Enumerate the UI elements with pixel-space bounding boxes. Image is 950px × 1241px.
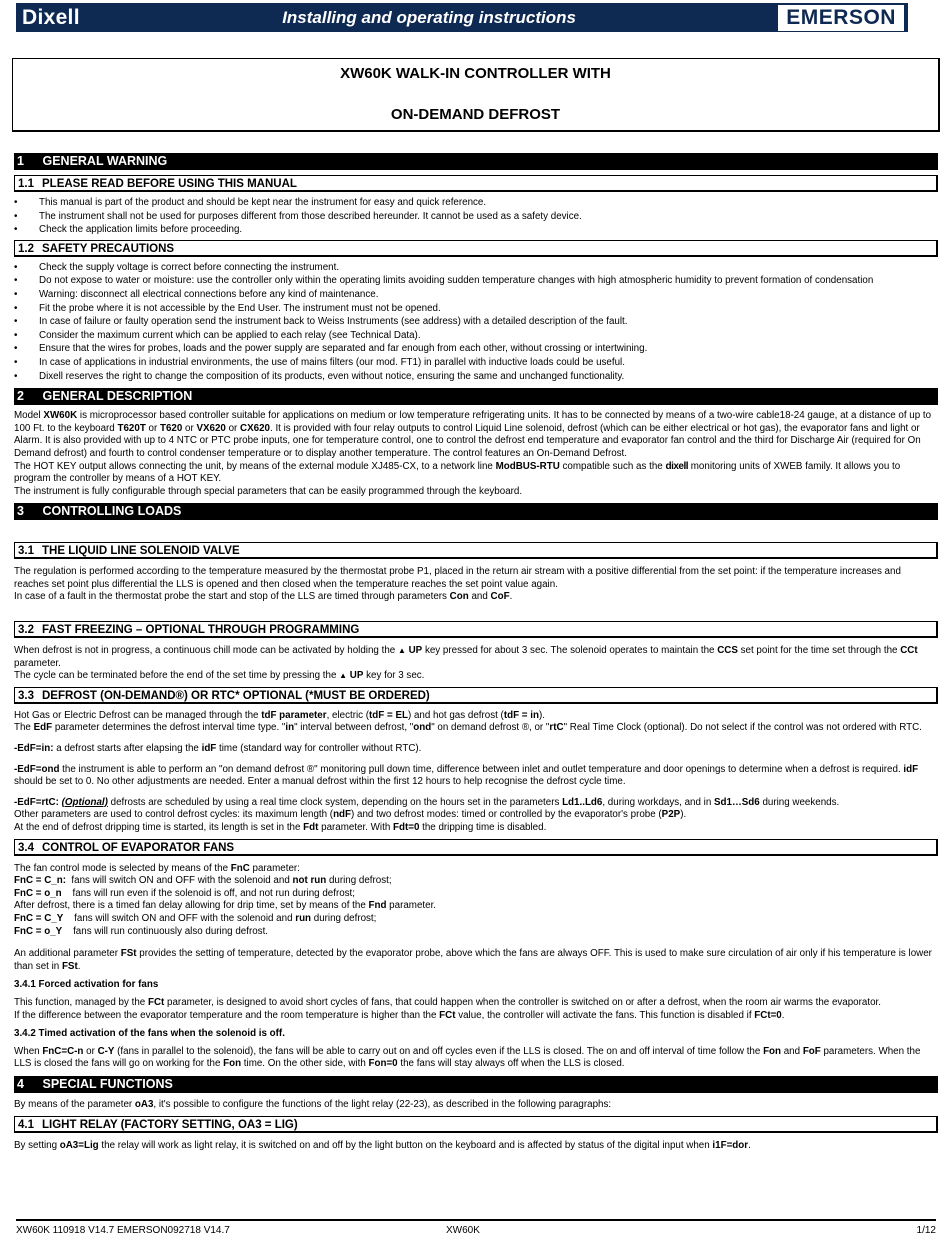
document-title-box	[12, 58, 940, 132]
paragraph: -EdF=rtC: (Optional) defrosts are scheduled by using a real time clock system, depending on the hours set in the parameters Ld1..Ld6, during workdays, and in Sd1…Sd6 during weekends.	[14, 796, 840, 808]
list-item: • Consider the maximum current which can be applied to each relay (see Technical Data).	[14, 329, 938, 343]
paragraph: -EdF=ond the instrument is able to perform an "on demand defrost ®" monitoring pull down time, difference between inlet and outlet temperature and door openings to determine when a defrost is required. idF should be set to 0. No other adjustments are needed. Enter a manual defrost within the first 12 hours to help recognise the defrost cycle time.	[14, 763, 919, 788]
section-1-1-heading: 1.1 PLEASE READ BEFORE USING THIS MANUAL	[14, 175, 938, 192]
paragraph: FnC = C_n: fans will switch ON and OFF with the solenoid and not run during defrost;	[14, 875, 392, 887]
section-3-heading: 3 CONTROLLING LOADS	[14, 503, 938, 520]
section-3-1-text	[14, 566, 938, 604]
dixell-logo: Dixell	[22, 5, 80, 29]
paragraph: By setting oA3=Lig the relay will work as light relay, it is switched on and off by the light button on the keyboard and is affected by status of the digital input when i1F=dor.	[14, 1139, 751, 1151]
paragraph: FnC = o_Y fans will run continuously also during defrost.	[14, 925, 269, 937]
section-2-text	[14, 410, 938, 498]
paragraph: The regulation is performed according to the temperature measured by the thermostat probe P1, placed in the return air stream with a positive differential from the set point: if the temperature increases and reaches set point plus differential the LLS is opened and then closed when the temperature reaches the set point value again.	[14, 566, 901, 590]
paragraph: At the end of defrost dripping time is started, its length is set in the Fdt parameter. With Fdt=0 the dripping time is disabled.	[14, 822, 547, 833]
list-item: • This manual is part of the product and should be kept near the instrument for easy and quick reference.	[14, 196, 938, 210]
document-type: Installing and operating instructions	[282, 7, 576, 27]
paragraph: Other parameters are used to control defrost cycles: its maximum length (ndF) and two defrost modes: timed or controlled by the evaporator's probe (P2P).	[14, 809, 687, 821]
paragraph: The cycle can be terminated before the end of the set time by pressing the ▲ UP key for 3 sec.	[14, 670, 425, 682]
paragraph: If the difference between the evaporator temperature and the room temperature is higher than the FCt value, the controller will activate the fans. This function is disabled if FCt=0.	[14, 1009, 785, 1021]
footer-model: XW60K	[446, 1225, 480, 1236]
document-body	[14, 148, 938, 1152]
paragraph: FnC = o_n fans will run even if the solenoid is off, and not run during defrost;	[14, 887, 355, 899]
paragraph: After defrost, there is a timed fan delay allowing for drip time, set by means of the Fnd parameter.	[14, 900, 437, 912]
list-item: • Check the application limits before proceeding.	[14, 223, 938, 237]
paragraph: The instrument is fully configurable through special parameters that can be easily programmed through the keyboard.	[14, 485, 523, 497]
paragraph: The HOT KEY output allows connecting the unit, by means of the external module XJ485-CX, to a network line ModBUS-RTU compatible such as the dixell monitoring units of XWEB family. It allows you to program the controller by means of a HOT KEY.	[14, 460, 901, 485]
subsection-3-4-2-heading: 3.4.2 Timed activation of the fans when the solenoid is off.	[14, 1028, 285, 1040]
page-footer	[16, 1219, 936, 1239]
title-line-1: XW60K WALK-IN CONTROLLER WITH	[340, 65, 611, 82]
paragraph: By means of the parameter oA3, it's possible to configure the functions of the light relay (22-23), as described in the following paragraphs:	[14, 1098, 612, 1110]
section-4-text	[14, 1099, 938, 1112]
list-item: • In case of failure or faulty operation send the instrument back to Weiss Instruments (see address) with a detailed description of the fault.	[14, 315, 938, 329]
paragraph: -EdF=in: a defrost starts after elapsing the idF time (standard way for controller without RTC).	[14, 743, 422, 755]
paragraph: An additional parameter FSt provides the setting of temperature, detected by the evaporator probe, above which the fans are always OFF. This is used to make sure circulation of air only if his temperature is lower than set in FSt.	[14, 948, 932, 972]
paragraph: The fan control mode is selected by means of the FnC parameter:	[14, 862, 300, 874]
emerson-logo: EMERSON	[778, 5, 904, 31]
paragraph: In case of a fault in the thermostat probe the start and stop of the LLS are timed through parameters Con and CoF.	[14, 591, 513, 603]
list-item: • Do not expose to water or moisture: use the controller only within the operating limits avoiding sudden temperature changes with high atmospheric humidity to prevent formation of condensation	[14, 274, 938, 288]
section-1-1-list	[14, 196, 938, 237]
section-4-1-heading: 4.1 LIGHT RELAY (FACTORY SETTING, OA3 = LIG)	[14, 1116, 938, 1133]
list-item: • Check the supply voltage is correct before connecting the instrument.	[14, 261, 938, 275]
paragraph: FnC = C_Y fans will switch ON and OFF with the solenoid and run during defrost;	[14, 912, 377, 924]
footer-document-code: XW60K 110918 V14.7 EMERSON092718 V14.7	[16, 1225, 230, 1236]
section-3-1-heading: 3.1 THE LIQUID LINE SOLENOID VALVE	[14, 542, 938, 559]
dixell-inline-logo: dixell	[665, 460, 689, 472]
paragraph: Model XW60K is microprocessor based controller suitable for applications on medium or low temperature refrigerating units. It has to be connected by means of a two-wire cable18-24 gauge, at a distance of up to 100 Ft. to the keyboard T620T or T620 or VX620 or CX620. It is provided with four relay outputs to control Liquid Line solenoid, defrost (which can be either electrical or hot gas), the evaporator fans and light or Alarm. It is also provided with up to 4 NTC or PTC probe inputs, one for temperature control, one to control the defrost end temperature and evaporator fan control and the third for Discharge Air (required for On Demand defrost) and fourth to control condenser temperature or to display another temperature. The control features an On-Demand Defrost.	[14, 410, 932, 459]
list-item: • Dixell reserves the right to change the composition of its products, even without notice, ensuring the same and unchanged functionality.	[14, 370, 938, 384]
section-2-heading: 2 GENERAL DESCRIPTION	[14, 388, 938, 405]
section-1-heading: 1 GENERAL WARNING	[14, 153, 938, 170]
subsection-3-4-1-heading: 3.4.1 Forced activation for fans	[14, 979, 159, 991]
list-item: • Ensure that the wires for probes, loads and the power supply are separated and far enough from each other, without crossing or intertwining.	[14, 342, 938, 356]
section-3-2-heading: 3.2 FAST FREEZING – OPTIONAL THROUGH PROGRAMMING	[14, 621, 938, 638]
list-item: • The instrument shall not be used for purposes different from those described hereunder. It cannot be used as a safety device.	[14, 210, 938, 224]
paragraph: When defrost is not in progress, a continuous chill mode can be activated by holding the ▲ UP key pressed for about 3 sec. The solenoid operates to maintain the CCS set point for the time set through the CCt parameter.	[14, 645, 918, 669]
section-1-2-heading: 1.2 SAFETY PRECAUTIONS	[14, 240, 938, 257]
section-1-2-list	[14, 261, 938, 383]
list-item: • Fit the probe where it is not accessible by the End User. The instrument must not be opened.	[14, 302, 938, 316]
up-arrow-icon: ▲	[339, 671, 348, 681]
list-item: • Warning: disconnect all electrical connections before any kind of maintenance.	[14, 288, 938, 302]
section-3-3-text	[14, 710, 938, 835]
list-item: • In case of applications in industrial environments, the use of mains filters (our mod. FT1) in parallel with inductive loads could be useful.	[14, 356, 938, 370]
section-3-2-text	[14, 645, 938, 683]
section-3-4-heading: 3.4 CONTROL OF EVAPORATOR FANS	[14, 839, 938, 856]
title-line-2: ON-DEMAND DEFROST	[390, 106, 561, 123]
section-4-1-text	[14, 1140, 938, 1153]
section-3-3-heading: 3.3 DEFROST (ON-DEMAND®) OR RTC* OPTIONAL (*MUST BE ORDERED)	[14, 687, 938, 704]
paragraph: This function, managed by the FCt parameter, is designed to avoid short cycles of fans, that could happen when the controller is switched on or after a defrost, when the room air warms the evaporator.	[14, 996, 881, 1008]
paragraph: When FnC=C-n or C-Y (fans in parallel to the solenoid), the fans will be able to carry out on and off cycles even if the LLS is closed. The on and off interval of time follow the Fon and FoF parameters. When the LLS is closed the fans will go on working for the Fon time. On the other side, with Fon=0 the fans will stay always off when the LLS is closed.	[14, 1045, 921, 1070]
paragraph: Hot Gas or Electric Defrost can be managed through the tdF parameter, electric (tdF = EL) and hot gas defrost (tdF = in).	[14, 709, 545, 721]
up-arrow-icon: ▲	[397, 646, 406, 656]
paragraph: The EdF parameter determines the defrost interval time type. "in" interval between defrost, "ond" on demand defrost ®, or "rtC" Real Time Clock (optional). Do not select if the control was not ordered with RTC.	[14, 722, 922, 734]
section-3-4-text	[14, 863, 938, 1071]
section-4-heading: 4 SPECIAL FUNCTIONS	[14, 1076, 938, 1093]
header-banner	[16, 3, 908, 32]
footer-page-number: 1/12	[916, 1225, 936, 1236]
